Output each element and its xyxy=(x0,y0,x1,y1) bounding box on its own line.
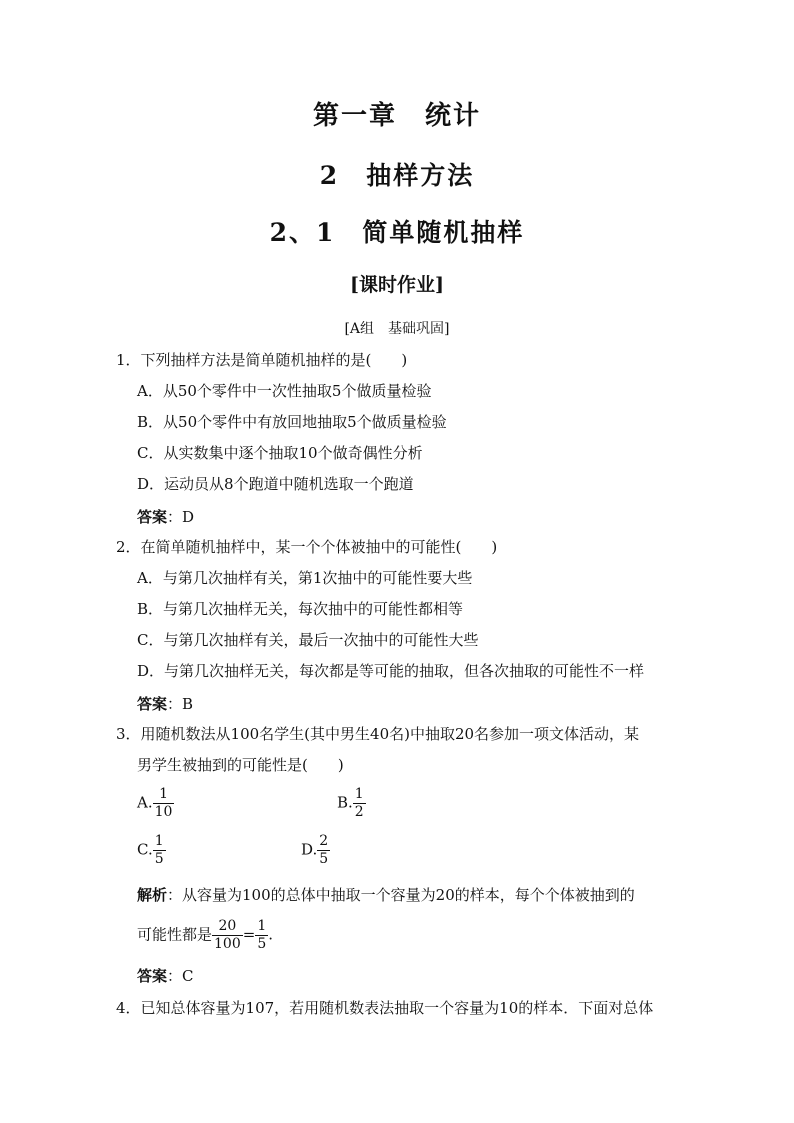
fraction xyxy=(153,833,166,868)
q2-answer xyxy=(137,694,193,714)
numerator: 2 xyxy=(319,833,329,849)
numerator: 1 xyxy=(159,786,168,802)
answer-value: ：D xyxy=(167,508,195,526)
q3-option-d xyxy=(301,833,330,868)
q3-answer xyxy=(137,966,194,986)
numerator: 1 xyxy=(257,918,267,934)
analysis-text: ：从容量为100的总体中抽取一个容量为20的样本，每个个体被抽到的 xyxy=(167,886,635,904)
denominator: 2 xyxy=(354,804,364,820)
denominator: 5 xyxy=(319,851,329,867)
q3-stem-line1: 3．用随机数法从100名学生(其中男生40名)中抽取20名参加一项文体活动，某 xyxy=(116,725,640,743)
denominator: 5 xyxy=(257,936,267,952)
homework-heading: [课时作业] xyxy=(350,274,444,296)
fraction xyxy=(317,833,330,868)
q2-option-c: C．与第几次抽样有关，最后一次抽中的可能性大些 xyxy=(137,631,479,649)
analysis-label: 解析 xyxy=(137,886,168,904)
option-label: C. xyxy=(137,840,153,859)
q3-stem-line2: 男学生被抽到的可能性是( ) xyxy=(137,756,344,774)
q2-option-d: D．与第几次抽样无关，每次都是等可能的抽取，但各次抽取的可能性不一样 xyxy=(137,662,645,680)
group-heading: [A组 基础巩固] xyxy=(344,321,450,337)
q2-option-b: B．与第几次抽样无关，每次抽中的可能性都相等 xyxy=(137,600,464,618)
section-title: 2 抽样方法 xyxy=(319,161,475,190)
q3-option-c xyxy=(137,833,166,868)
q1-option-b: B．从50个零件中有放回地抽取5个做质量检验 xyxy=(137,413,447,431)
subsection-title: 2、1 简单随机抽样 xyxy=(269,218,525,247)
q1-option-d: D．运动员从8个跑道中随机选取一个跑道 xyxy=(137,475,414,493)
q3-analysis-line2 xyxy=(137,918,273,953)
q3-option-a xyxy=(137,786,174,821)
answer-label: 答案 xyxy=(137,695,168,713)
option-label: D. xyxy=(301,840,318,859)
fraction xyxy=(212,918,243,953)
q4-stem: 4．已知总体容量为107，若用随机数表法抽取一个容量为10的样本．下面对总体 xyxy=(116,999,654,1017)
answer-label: 答案 xyxy=(137,508,168,526)
denominator: 10 xyxy=(154,804,173,820)
chapter-title: 第一章 统计 xyxy=(312,101,481,131)
denominator: 5 xyxy=(154,851,164,867)
answer-label: 答案 xyxy=(137,967,168,985)
q2-stem: 2．在简单随机抽样中，某一个个体被抽中的可能性( ) xyxy=(116,538,498,556)
q3-analysis-line1 xyxy=(137,885,635,905)
q1-stem: 1．下列抽样方法是简单随机抽样的是( ) xyxy=(116,351,408,369)
fraction xyxy=(255,918,268,953)
answer-value: ：C xyxy=(167,967,194,985)
fraction xyxy=(153,786,175,821)
option-label: B. xyxy=(337,793,353,812)
period: . xyxy=(268,925,274,944)
q1-option-a: A．从50个零件中一次性抽取5个做质量检验 xyxy=(137,382,432,400)
numerator: 1 xyxy=(354,786,364,802)
denominator: 100 xyxy=(214,936,241,952)
numerator: 1 xyxy=(154,833,164,849)
analysis-text: 可能性都是 xyxy=(137,925,213,944)
q3-option-b xyxy=(337,786,366,821)
answer-value: ：B xyxy=(167,695,194,713)
q2-option-a: A．与第几次抽样有关，第1次抽中的可能性要大些 xyxy=(137,569,473,587)
equals-sign: = xyxy=(242,925,256,944)
q1-option-c: C．从实数集中逐个抽取10个做奇偶性分析 xyxy=(137,444,423,462)
numerator: 20 xyxy=(218,918,237,934)
option-label: A. xyxy=(137,793,153,812)
q1-answer xyxy=(137,507,194,527)
fraction xyxy=(353,786,366,821)
